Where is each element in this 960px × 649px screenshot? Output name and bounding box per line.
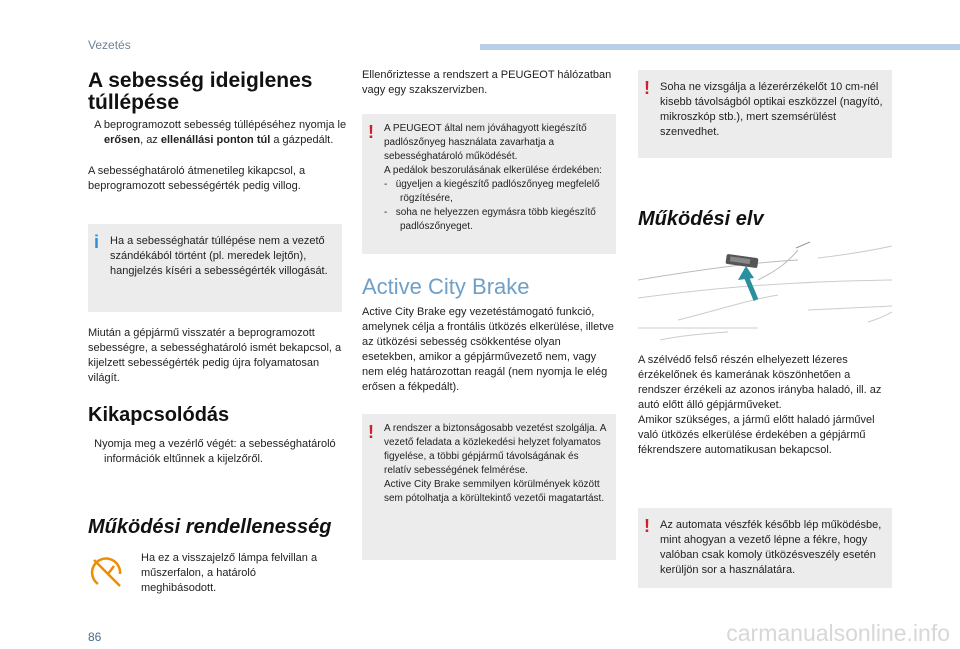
warning-box-emergency-brake — [638, 508, 892, 588]
warning-line-2: A pedálok beszorulásának elkerülése érdekében: — [384, 165, 602, 176]
info-box — [88, 224, 342, 312]
info-box-text: Ha a sebességhatár túllépése nem a vezető szándékából történt (pl. meredek lejtőn), hangjelzés kíséri a sebességérték villogását. — [110, 235, 328, 277]
warning-laser-text: Soha ne vizsgálja a lézerérzékelőt 10 cm-nél kisebb távolságból optikai eszközzel (nagyító, mikroszkóp stb.), mert szemsérülést szenvedhet. — [660, 81, 883, 138]
warning-icon: ! — [368, 122, 374, 142]
paragraph-limiter-off: A sebességhatároló átmenetileg kikapcsol, a beprogramozott sebességérték pedig villog. — [88, 165, 306, 192]
bullet-text: A beprogramozott sebesség túllépéséhez nyomja le erősen, az ellenállási ponton túl a gázpedált. — [94, 119, 347, 146]
watermark: carmanualsonline.info — [726, 620, 950, 646]
warning-line-1: A PEUGEOT által nem jóváhagyott kiegészítő padlószőnyeg használata zavarhatja a sebességhatároló működését. — [384, 123, 587, 162]
warning-line-1: A rendszer a biztonságosabb vezetést szolgálja. A vezető feladata a közlekedési helyzet folyamatos figyelése, a többi gépjármű távolságának és relatív sebességének felmérése. — [384, 423, 606, 476]
paragraph-return: Miután a gépjármű visszatér a beprogramozott sebességre, a sebességhatároló ismét bekapcsol, a kijelzett sebességérték pedig újra folyamatosan világít. — [88, 327, 342, 384]
warning-line-2: Active City Brake semmilyen körülmények között sem pótolhatja a körültekintő vezetői magatartást. — [384, 479, 605, 504]
section-header: Vezetés — [88, 38, 131, 52]
section-title-deactivation: Kikapcsolódás — [88, 404, 230, 426]
malfunction-text: Ha ez a visszajelző lámpa felvillan a műszerfalon, a határoló meghibásodott. — [141, 552, 318, 594]
bullet-press-control — [88, 437, 358, 467]
windscreen-sensor-illustration — [638, 240, 892, 345]
warning-emergency-text: Az automata vészfék később lép működésbe, mint ahogyan a vezető lépne a fékre, hogy valóban csak komoly ütközésveszély esetén kerüljön sor a használatára. — [660, 519, 882, 576]
limiter-warning-lamp-icon — [88, 556, 128, 592]
section-title-operating-principle: Működési elv — [638, 208, 764, 230]
warning-box-floormat — [362, 114, 616, 254]
section-title-speed-exceed: A sebesség ideiglenes túllépése — [88, 69, 313, 114]
warning-box-laser — [638, 70, 892, 158]
paragraph-check-system: Ellenőriztesse a rendszert a PEUGEOT hálózatban vagy egy szakszervizben. — [362, 69, 612, 96]
warning-icon: ! — [368, 422, 374, 442]
paragraph-operating-principle: A szélvédő felső részén elhelyezett lézeres érzékelőnek és kamerának köszönhetően a rendszer érzékeli az azonos irányba haladó, ill. az autó előtt álló gépjárműveket. Amikor szükséges, a jármű előtt haladó járművel való ütközés elkerülése érdekében a gépjármű fékrendszere automatikusan bekapcsol. — [638, 354, 882, 456]
warning-list-item: - ügyeljen a kiegészítő padlószőnyeg megfelelő rögzítésére, — [384, 179, 600, 204]
info-icon: i — [94, 232, 100, 252]
bullet-press-pedal — [88, 118, 358, 148]
section-title-malfunction: Működési rendellenesség — [88, 516, 332, 538]
warning-list-item: - soha ne helyezzen egymásra több kiegészítő padlószőnyeget. — [384, 207, 596, 232]
header-bar — [480, 44, 960, 50]
section-title-active-city-brake: Active City Brake — [362, 274, 530, 299]
warning-icon: ! — [644, 78, 650, 98]
warning-icon: ! — [644, 516, 650, 536]
warning-box-driver-responsibility — [362, 414, 616, 560]
bullet-text: Nyomja meg a vezérlő végét: a sebességhatároló információk eltűnnek a kijelzőről. — [94, 438, 336, 465]
paragraph-acb-description: Active City Brake egy vezetéstámogató funkció, amelynek célja a frontális ütközés elkerülése, illetve az ütközési sebesség csökkentése olyan esetekben, amikor a gépjárművezető nem, vagy nem elég határozottan reagál (nem nyomja le elég erősen a fékpedált). — [362, 306, 614, 393]
page-number: 86 — [88, 630, 102, 644]
